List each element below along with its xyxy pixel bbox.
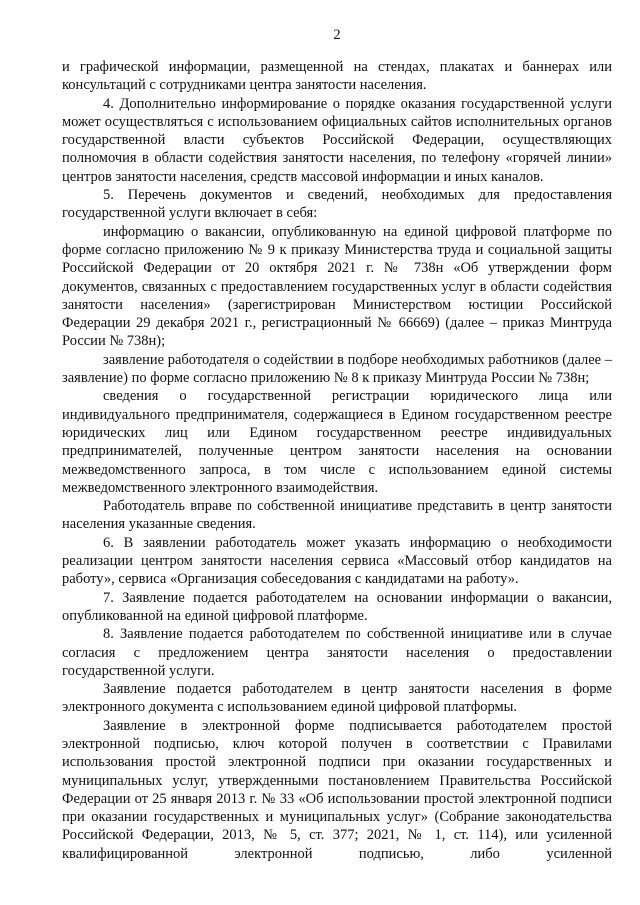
page-number: 2 xyxy=(333,27,341,43)
paragraph-5-documents-list: 5. Перечень документов и сведений, необходимых для предоставления государственной услуги включает в себя: xyxy=(62,187,612,222)
list-item-registration-info: сведения о государственной регистрации юридического лица или индивидуального предпринимателя, содержащиеся в Едином государственном реестре юридических лиц или Едином государственном реестре индивидуальных предпринимателей, полученные центром занятости населения на основании межведомственного запроса, в том числе с использованием единой системы межведомственного электронного взаимодействия. xyxy=(62,388,612,496)
paragraph-employer-initiative: Работодатель вправе по собственной инициативе представить в центр занятости населения указанные сведения. xyxy=(62,498,612,533)
document-body xyxy=(62,58,612,863)
paragraph-continuation: и графической информации, размещенной на стендах, плакатах и баннерах или консультаций с сотрудниками центра занятости населения. xyxy=(62,59,612,94)
list-item-vacancy-info: информацию о вакансии, опубликованную на единой цифровой платформе по форме согласно приложению № 9 к приказу Министерства труда и социальной защиты Российской Федерации от 20 октября 2021 г. № 738н «Об утверждении форм документов, связанных с предоставлением государственных услуг в области содействия занятости населения» (зарегистрирован Министерством юстиции Российской Федерации 29 декабря 2021 г., регистрационный № 66669) (далее – приказ Минтруда России № 738н); xyxy=(62,223,612,350)
list-item-employer-application: заявление работодателя о содействии в подборе необходимых работников (далее – заявление) по форме согласно приложению № 8 к приказу Минтруда России № 738н; xyxy=(62,351,612,387)
paragraph-electronic-signature: Заявление в электронной форме подписывается работодателем простой электронной подписью, ключ которой получен в соответствии с Правилами использования простой электронной подписи при оказании государственных и муниципальных услуг, утвержденными постановлением Правительства Российской Федерации от 25 января 2013 г. № 33 «Об использовании простой электронной подписи при оказании государственных и муниципальных услуг» (Собрание законодательства Российской Федерации, 2013, № 5, ст. 377; 2021, № 1, ст. 114), или усиленной квалифицированной электронной подписью, либо усиленной xyxy=(62,717,612,862)
paragraph-6-services: 6. В заявлении работодатель может указать информацию о необходимости реализации центром занятости населения сервиса «Массовый отбор кандидатов на работу», сервиса «Организация собеседования с кандидатами на работу». xyxy=(62,534,612,588)
paragraph-electronic-form: Заявление подается работодателем в центр занятости населения в форме электронного документа с использованием единой цифровой платформы. xyxy=(62,681,612,716)
paragraph-7-application-basis: 7. Заявление подается работодателем на основании информации о вакансии, опубликованной на единой цифровой платформе. xyxy=(62,589,612,624)
paragraph-4-additional-informing: 4. Дополнительно информирование о порядке оказания государственной услуги может осуществляться с использованием официальных сайтов исполнительных органов государственной власти субъектов Российской Федерации, осуществляющих полномочия в области содействия занятости населения, по телефону «горячей линии» центров занятости населения, средств массовой информации и иных каналов. xyxy=(62,95,612,185)
paragraph-8-application-initiative: 8. Заявление подается работодателем по собственной инициативе или в случае согласия с предложением центра занятости населения о предоставлении государственной услуги. xyxy=(62,626,612,679)
